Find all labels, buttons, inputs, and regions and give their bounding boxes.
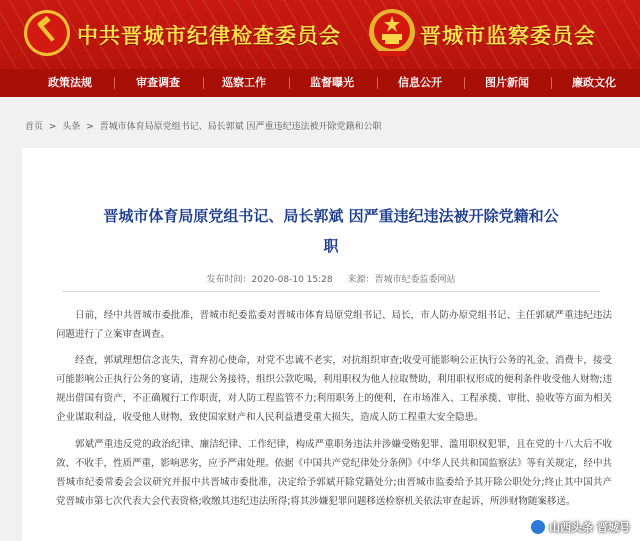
national-emblem-icon	[368, 7, 416, 59]
nav-item-culture[interactable]: 廉政文化	[572, 76, 616, 89]
watermark-logo-icon	[531, 520, 545, 534]
nav-divider	[203, 77, 204, 89]
nav-divider	[114, 77, 115, 89]
article-card	[22, 148, 640, 541]
party-emblem-icon	[23, 9, 71, 57]
banner-title-commission: 中共晋城市纪律检查委员会	[77, 24, 341, 48]
breadcrumb-separator: >	[86, 122, 94, 132]
breadcrumb-section[interactable]: 头条	[62, 122, 81, 132]
watermark-text: 山西头条 晋城号	[549, 521, 630, 534]
nav-divider	[377, 77, 378, 89]
nav-item-disclosure[interactable]: 信息公开	[398, 76, 442, 89]
nav-divider	[464, 77, 465, 89]
site-banner	[0, 0, 640, 69]
article-title: 晋城市体育局原党组书记、局长郭斌 因严重违纪违法被开除党籍和公	[103, 207, 559, 225]
meta-divider	[62, 291, 600, 292]
nav-item-investigation[interactable]: 审查调查	[136, 76, 180, 89]
breadcrumb	[0, 115, 640, 135]
nav-item-photo-news[interactable]: 图片新闻	[485, 76, 529, 89]
nav-divider	[289, 77, 290, 89]
breadcrumb-current: 晋城市体育局原党组书记、局长郭斌 因严重违纪违法被开除党籍和公职	[99, 122, 382, 132]
banner-title-supervision: 晋城市监察委员会	[420, 24, 596, 48]
article-title-continued: 职	[323, 237, 339, 255]
nav-item-policy[interactable]: 政策法规	[48, 76, 92, 89]
publish-time: 发布时间：2020-08-10 15:28	[206, 275, 333, 285]
article-meta	[22, 272, 640, 285]
article-paragraph: 郭斌严重违反党的政治纪律、廉洁纪律、工作纪律，构成严重职务违法并涉嫌受贿犯罪、滥用职权犯罪，且在党的十八大后不收敛、不收手，性质严重，影响恶劣，应予严肃处理。依据《中国共产党纪律处分条例》《中华人民共和国监察法》等有关规定，经中共晋城市纪委常委会会议研究并报中共晋城市委批准，决定给予郭斌开除党籍处分;由晋城市监委给予其开除公职处分;终止其中国共产党晋城市第七次代表大会代表资格;收缴其违纪违法所得;将其涉嫌犯罪问题移送检察机关依法审查起诉，所涉财物随案移送。	[56, 439, 612, 507]
breadcrumb-home[interactable]: 首页	[25, 122, 44, 132]
nav-item-inspection[interactable]: 巡察工作	[222, 76, 266, 89]
article-paragraph: 经查，郭斌理想信念丧失，背弃初心使命，对党不忠诚不老实，对抗组织审查;收受可能影响公正执行公务的礼金、消费卡，接受可能影响公正执行公务的宴请，违规公务接待，组织公款吃喝，利用职权为他人拉取赞助，利用职权形成的便利条件收受他人财物;违规出借国有资产，不正确履行工作职责，对人防工程监管不力;利用职务上的便利，在市场准入、工程承揽、审批、验收等方面为相关企业谋取利益，收受他人财物，致使国家财产和人民利益遭受重大损失，造成人防工程重大安全隐患。	[56, 355, 612, 423]
article-paragraph: 日前，经中共晋城市委批准，晋城市纪委监委对晋城市体育局原党组书记、局长，市人防办原党组书记、主任郭斌严重违纪违法问题进行了立案审查调查。	[56, 310, 612, 340]
nav-item-exposure[interactable]: 监督曝光	[310, 76, 354, 89]
source-watermark	[531, 519, 630, 535]
breadcrumb-separator: >	[48, 122, 57, 132]
main-nav	[0, 69, 640, 97]
nav-divider	[551, 77, 552, 89]
article-source: 来源：晋城市纪委监委网站	[347, 275, 456, 285]
